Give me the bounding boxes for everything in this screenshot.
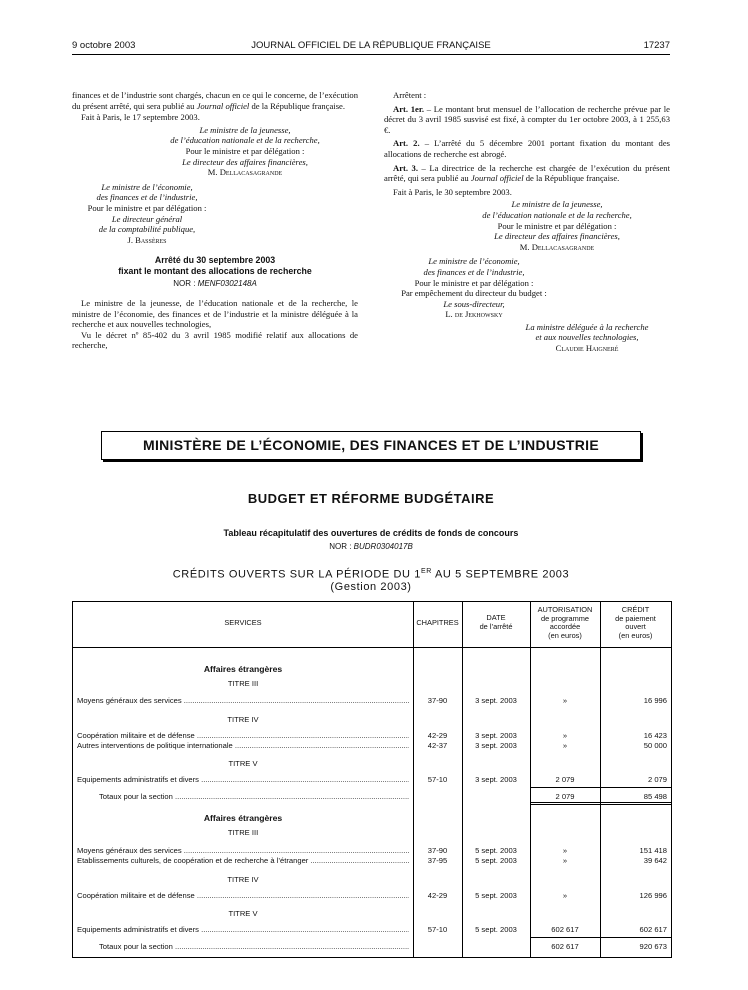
table-row-cp: 126 996 [639, 891, 667, 900]
right-fait: Fait à Paris, le 30 septembre 2003. [393, 186, 512, 197]
table-row-label: Equipements administratifs et divers ..... [77, 775, 409, 784]
article-2: Art. 2. – L’arrêté du 5 décembre 2001 portant fixation du montant des allocations de recherche est abrogé. [384, 138, 670, 159]
table-row-ap: » [562, 846, 568, 855]
table-row-cp: 602 617 [639, 925, 667, 934]
table-row-date: 3 sept. 2003 [475, 775, 517, 784]
table-row-cp: 2 079 [647, 775, 667, 784]
table-row-ap: » [562, 856, 568, 865]
header-date: 9 octobre 2003 [72, 40, 136, 51]
titre-label: TITRE IV [227, 875, 259, 884]
table-row-ap: 2 079 [555, 775, 575, 784]
header-services: SERVICES [224, 618, 262, 627]
table-row-ap: 602 617 [551, 925, 579, 934]
table-total-label: Totaux pour la section ..... [99, 792, 409, 801]
table-row-chapitre: 37-95 [427, 856, 448, 865]
arretent: Arrêtent : [393, 90, 427, 100]
table-row-cp: 151 418 [639, 846, 667, 855]
table-row-label: Etablissements culturels, de coopération et de recherche à l’étranger ..... [77, 856, 409, 865]
credits-table [72, 601, 672, 958]
header-autorisation: AUTORISATION de programme accordée (en euros) [537, 605, 593, 640]
table-row-label: Coopération militaire et de défense ..... [77, 731, 409, 740]
table-row-chapitre: 57-10 [427, 775, 448, 784]
table-row-date: 3 sept. 2003 [475, 741, 517, 750]
article-3: Art. 3. – La directrice de la recherche est chargée de l’exécution du présent arrêté, qui sera publié au Journal officiel de la République française. [384, 162, 670, 184]
header-credit: CRÉDIT de paiement ouvert (en euros) [615, 605, 656, 640]
table-row-cp: 50 000 [643, 741, 667, 750]
left-signature-1: Le ministre de la jeunesse, de l’éducation nationale et de la recherche, Pour le ministre et par délégation : Le directeur des affaires financières, M. Dellacasagrande [170, 124, 320, 178]
table-row-ap: » [562, 891, 568, 900]
left-fait: Fait à Paris, le 17 septembre 2003. [81, 112, 200, 123]
header-journal: JOURNAL OFFICIEL DE LA RÉPUBLIQUE FRANÇAISE [251, 40, 491, 51]
table-row-label: Moyens généraux des services ..... [77, 696, 409, 705]
table-row-chapitre: 37-90 [427, 696, 448, 705]
table-row-chapitre: 42-29 [427, 891, 448, 900]
table-row-date: 3 sept. 2003 [475, 696, 517, 705]
ministry-banner: MINISTÈRE DE L’ÉCONOMIE, DES FINANCES ET DE L’INDUSTRIE [101, 431, 641, 460]
table-row-chapitre: 57-10 [427, 925, 448, 934]
titre-label: TITRE IV [227, 715, 259, 724]
table-nor: NOR : BUDR0304017B [329, 542, 413, 551]
table-row-cp: 16 423 [643, 731, 667, 740]
table-total-cp: 920 673 [639, 942, 667, 951]
table-row-chapitre: 37-90 [427, 846, 448, 855]
table-row-date: 5 sept. 2003 [475, 846, 517, 855]
table-total-label: Totaux pour la section ..... [99, 942, 409, 951]
table-row-date: 5 sept. 2003 [475, 891, 517, 900]
left-paragraph-2: Le ministre de la jeunesse, de l’éducation nationale et de la recherche, le ministre de l’économie, des finances et de l’industrie et la ministre déléguée à la recherche et aux nouvelles technologies, [72, 297, 358, 330]
right-signature-1: Le ministre de la jeunesse, de l’éducation nationale et de la recherche, Pour le ministre et par délégation : Le directeur des affaires financières, M. Dellacasagrande [482, 199, 632, 252]
table-row-chapitre: 42-37 [427, 741, 448, 750]
table-row-date: 5 sept. 2003 [475, 925, 517, 934]
header-page-number: 17237 [643, 40, 670, 51]
arrete-title: Arrêté du 30 septembre 2003 fixant le montant des allocations de recherche [118, 255, 312, 277]
table-row-label: Autres interventions de politique internationale ..... [77, 741, 409, 750]
titre-label: TITRE V [228, 909, 258, 918]
section-title: Affaires étrangères [203, 664, 283, 674]
right-column [384, 90, 670, 354]
table-row-cp: 39 642 [643, 856, 667, 865]
titre-label: TITRE V [228, 759, 258, 768]
table-row-ap: » [562, 731, 568, 740]
left-paragraph-3: Vu le décret nº 85-402 du 3 avril 1985 modifié relatif aux allocations de recherche, [72, 329, 358, 351]
right-signature-2: Le ministre de l’économie, des finances et de l’industrie, Pour le ministre et par délégation : Par empêchement du directeur du budget : Le sous-directeur, L. de Jekhowsky [401, 256, 547, 320]
table-row-cp: 16 996 [643, 696, 667, 705]
titre-label: TITRE III [227, 679, 259, 688]
table-row-date: 3 sept. 2003 [475, 731, 517, 740]
section-title: Affaires étrangères [203, 813, 283, 823]
table-row-ap: » [562, 696, 568, 705]
header-chapitres: CHAPITRES [416, 618, 459, 627]
left-column [72, 90, 358, 351]
table-row-date: 5 sept. 2003 [475, 856, 517, 865]
table-row-label: Coopération militaire et de défense ..... [77, 891, 409, 900]
right-signature-3: La ministre déléguée à la recherche et aux nouvelles technologies, Claudie Haigneré [525, 321, 649, 354]
header-date: DATE de l’arrêté [479, 613, 513, 631]
table-total-cp: 85 498 [643, 792, 667, 801]
page-header [72, 40, 670, 55]
table-row-chapitre: 42-29 [427, 731, 448, 740]
arrete-nor: NOR : MENF0302148A [173, 279, 257, 289]
table-total-ap: 2 079 [555, 792, 575, 801]
left-paragraph-1: finances et de l’industrie sont chargés, chacun en ce qui le concerne, de l’exécution du présent arrêté, qui sera publié au Journal officiel de la République française. [72, 90, 358, 111]
credits-heading: CRÉDITS OUVERTS SUR LA PÉRIODE DU 1ER AU 5 SEPTEMBRE 2003 (Gestion 2003) [172, 568, 570, 593]
titre-label: TITRE III [227, 828, 259, 837]
left-signature-2: Le ministre de l’économie, des finances et de l’industrie, Pour le ministre et par délégation : Le directeur général de la comptabilité publique, J. Bassères [87, 181, 207, 245]
table-row-label: Equipements administratifs et divers ..... [77, 925, 409, 934]
table-title: Tableau récapitulatif des ouvertures de crédits de fonds de concours [223, 528, 519, 538]
table-total-ap: 602 617 [551, 942, 579, 951]
table-row-label: Moyens généraux des services ..... [77, 846, 409, 855]
budget-heading: BUDGET ET RÉFORME BUDGÉTAIRE [247, 491, 495, 506]
article-1: Art. 1er. – Le montant brut mensuel de l’allocation de recherche prévue par le décret du 3 avril 1985 susvisé est fixé, à compter du 1er octobre 2003, à 1 255,63 €. [384, 103, 671, 135]
table-row-ap: » [562, 741, 568, 750]
